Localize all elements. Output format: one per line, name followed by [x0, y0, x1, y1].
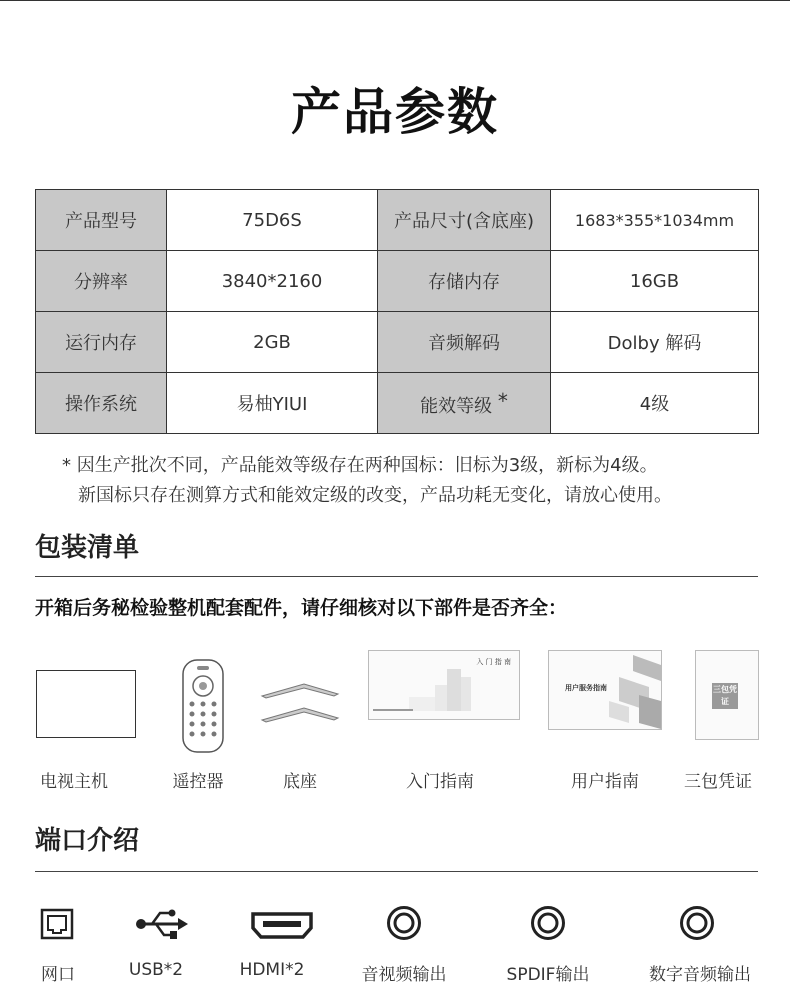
av-output-icon — [386, 905, 422, 941]
port-label: 音视频输出 — [361, 965, 447, 985]
port-label: HDMI*2 — [239, 960, 305, 980]
spec-label: 操作系统 — [36, 373, 167, 434]
package-item-label: 入门指南 — [406, 772, 474, 792]
digital-audio-output-icon — [679, 905, 715, 941]
spec-value: 4级 — [551, 373, 759, 434]
quick-guide-booklet — [368, 650, 520, 720]
port-label: 网口 — [41, 965, 75, 985]
spec-value: 易柚YIUI — [167, 373, 378, 434]
package-item-label: 三包凭证 — [684, 772, 752, 792]
spdif-output-icon — [530, 905, 566, 941]
spec-table — [35, 189, 759, 434]
top-divider — [0, 0, 790, 1]
spec-label: 音频解码 — [378, 312, 551, 373]
section-divider — [35, 871, 758, 872]
spec-value: 16GB — [551, 251, 759, 312]
spec-label: 运行内存 — [36, 312, 167, 373]
page-title: 产品参数 — [291, 83, 499, 141]
booklet-title: 用户服务指南 — [565, 684, 607, 692]
footnote-star: * — [497, 388, 508, 413]
ports-heading: 端口介绍 — [35, 826, 140, 856]
footnote-line-1: * 因生产批次不同，产品能效等级存在两种国标：旧标为3级，新标为4级。 — [62, 455, 658, 476]
spec-label: 分辨率 — [36, 251, 167, 312]
spec-label: 产品尺寸(含底座) — [378, 190, 551, 251]
booklet-title: 入 门 指 南 — [476, 658, 511, 666]
spec-label-cell — [378, 373, 551, 434]
package-item-label: 用户指南 — [571, 772, 639, 792]
spec-label: 产品型号 — [36, 190, 167, 251]
table-row — [36, 190, 759, 251]
remote-icon — [180, 658, 226, 754]
spec-label: 能效等级 — [420, 395, 493, 417]
usb-icon — [134, 906, 190, 942]
spec-value: 2GB — [167, 312, 378, 373]
package-heading: 包装清单 — [35, 533, 140, 563]
port-label: SPDIF输出 — [506, 965, 590, 985]
table-row — [36, 373, 759, 434]
package-item-label: 遥控器 — [172, 772, 224, 792]
tv-icon — [36, 670, 136, 738]
ethernet-port-icon — [40, 908, 74, 940]
spec-value: 3840*2160 — [167, 251, 378, 312]
package-item-label: 底座 — [283, 772, 317, 792]
section-divider — [35, 576, 758, 577]
user-guide-booklet — [548, 650, 662, 730]
spec-value: 75D6S — [167, 190, 378, 251]
port-label: USB*2 — [128, 960, 184, 980]
warranty-stamp: 三包凭证 — [712, 683, 738, 709]
stand-icon — [258, 680, 342, 728]
spec-value: Dolby 解码 — [551, 312, 759, 373]
warranty-card — [695, 650, 759, 740]
table-row — [36, 312, 759, 373]
package-subheading: 开箱后务秘检验整机配套配件，请仔细核对以下部件是否齐全： — [35, 597, 568, 619]
spec-label: 存储内存 — [378, 251, 551, 312]
spec-value: 1683*355*1034mm — [551, 190, 759, 251]
package-item-label: 电视主机 — [40, 772, 108, 792]
port-label: 数字音频输出 — [649, 965, 751, 985]
table-row — [36, 251, 759, 312]
footnote-line-2: 新国标只存在测算方式和能效定级的改变，产品功耗无变化，请放心使用。 — [78, 485, 672, 506]
hdmi-port-icon — [250, 910, 314, 940]
